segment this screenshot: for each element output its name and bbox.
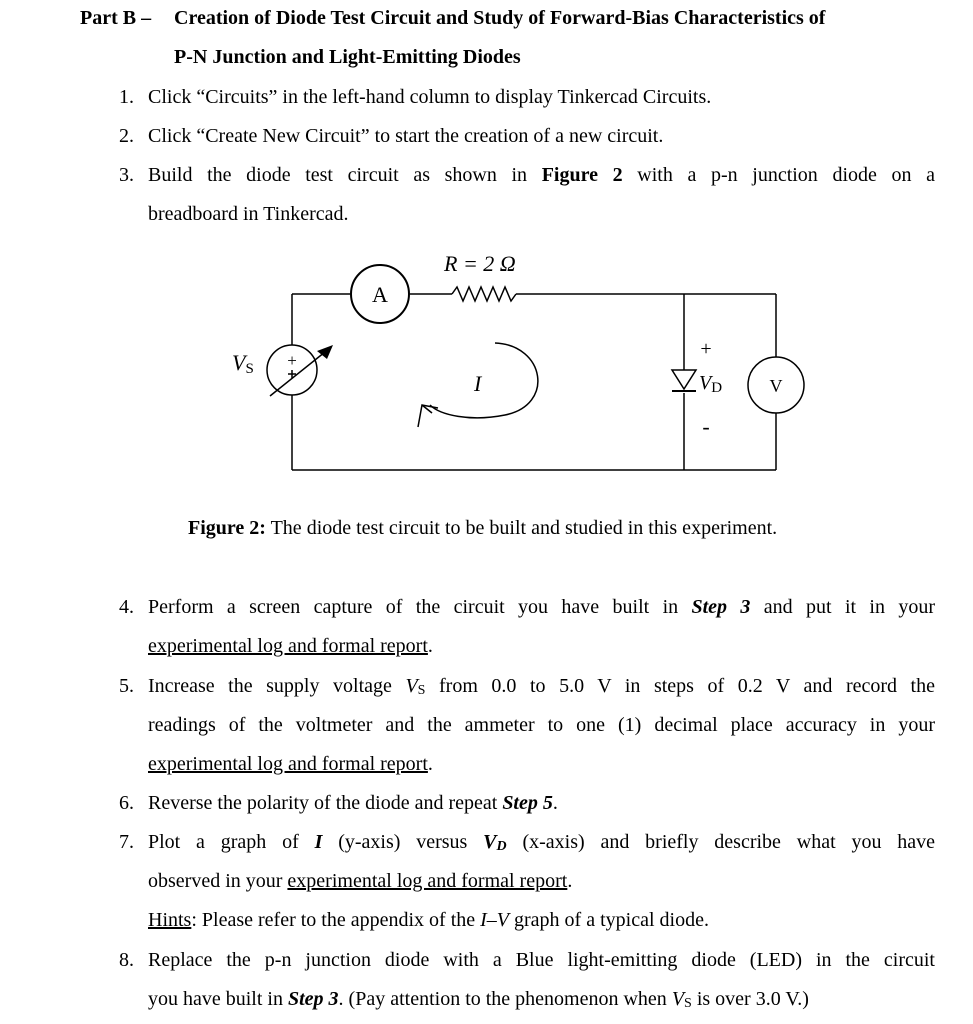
step-8-step-ref: Step 3 (287, 988, 339, 1010)
step-6-step-ref: Step 5 (502, 792, 553, 814)
source-plus-sign: + (287, 351, 297, 370)
step-4-text-a: Perform a screen capture of the circuit you have built in (148, 596, 679, 618)
step-6-text: Reverse the polarity of the diode and repeat Step 5. (148, 792, 558, 814)
step-8-number: 8. (119, 949, 134, 971)
step-4-line1 (148, 595, 935, 619)
diode-minus-sign: - (702, 414, 710, 439)
step-7-number: 7. (119, 831, 134, 853)
hint-line: Hints: Please refer to the appendix of the I–V graph of a typical diode. (148, 909, 709, 931)
heading-title-line1: Creation of Diode Test Circuit and Study of Forward-Bias Characteristics of (174, 7, 826, 29)
step-5-line3 (148, 752, 433, 776)
step-5-log-link: experimental log and formal report (148, 753, 428, 775)
step-4-text-c: and put it in your (763, 596, 936, 618)
step-1-number: 1. (119, 86, 134, 108)
step-3-line2: breadboard in Tinkercad. (148, 203, 349, 225)
step-5-line2: readings of the voltmeter and the ammeter to one (1) decimal place accuracy in your (148, 714, 935, 736)
step-4-period: . (427, 635, 433, 657)
step-8-line1: Replace the p-n junction diode with a Blue light-emitting diode (LED) in the circuit (148, 949, 935, 971)
step-5-text-c: from 0.0 to 5.0 V in steps of 0.2 V and record the (439, 675, 935, 697)
step-7-line2: observed in your experimental log and formal report. (148, 870, 573, 892)
ammeter-label: A (372, 282, 388, 307)
step-6-number: 6. (119, 792, 134, 814)
diode-plus-sign: + (700, 338, 712, 360)
step-5-line1 (148, 674, 935, 703)
current-loop-arrow (430, 343, 538, 418)
step-3-text-a: Build the diode test circuit as shown in (148, 164, 528, 186)
step-2-number: 2. (119, 125, 134, 147)
step-3-figure-ref: Figure 2 (541, 164, 623, 186)
step-1-text: Click “Circuits” in the left-hand column to display Tinkercad Circuits. (148, 86, 712, 108)
current-label: I (474, 371, 482, 396)
source-label: VS (232, 350, 254, 377)
step-4-line2 (148, 634, 433, 658)
step-3-text-c: with a p-n junction diode on a (637, 164, 936, 186)
step-7-log-link: experimental log and formal report (287, 870, 568, 892)
resistor-label: R = 2 Ω (444, 251, 516, 276)
part-label: Part B – (80, 7, 152, 29)
figure-caption (188, 516, 777, 540)
step-8-vs: $V_S$ (671, 988, 692, 1011)
figure-caption-text: The diode test circuit to be built and studied in this experiment. (270, 517, 778, 539)
figure-caption-label: Figure 2: (188, 517, 266, 539)
heading-title-line2: P-N Junction and Light-Emitting Diodes (174, 46, 521, 68)
step-7-current-symbol: I (314, 831, 323, 853)
step-5-period: . (427, 753, 433, 775)
step-7-line1: Plot a graph of I (y-axis) versus $V_D$ (x-axis) and briefly describe what you have (148, 831, 936, 854)
voltmeter-label: V (769, 376, 783, 396)
step-5-number: 5. (119, 675, 134, 697)
step-7-vd: $V_D$ (483, 831, 507, 854)
hint-iv: I–V (480, 909, 510, 931)
step-2-text: Click “Create New Circuit” to start the creation of a new circuit. (148, 125, 664, 147)
step-5-text-a: Increase the supply voltage (148, 675, 392, 697)
step-3-number: 3. (119, 164, 134, 186)
hint-label: Hints (148, 909, 192, 931)
diode-voltage-label: VD (699, 372, 723, 396)
step-5-vs: $V_S$ (405, 675, 426, 698)
diode-symbol (672, 370, 696, 389)
step-8-line2: you have built in Step 3. (Pay attention to the phenomenon when $V_S$ is over 3.0 V.) (148, 988, 809, 1011)
step-4-number: 4. (119, 596, 134, 618)
step-4-step-ref: Step 3 (691, 596, 751, 618)
step-4-log-link: experimental log and formal report (148, 635, 428, 657)
resistor-symbol (452, 287, 516, 301)
